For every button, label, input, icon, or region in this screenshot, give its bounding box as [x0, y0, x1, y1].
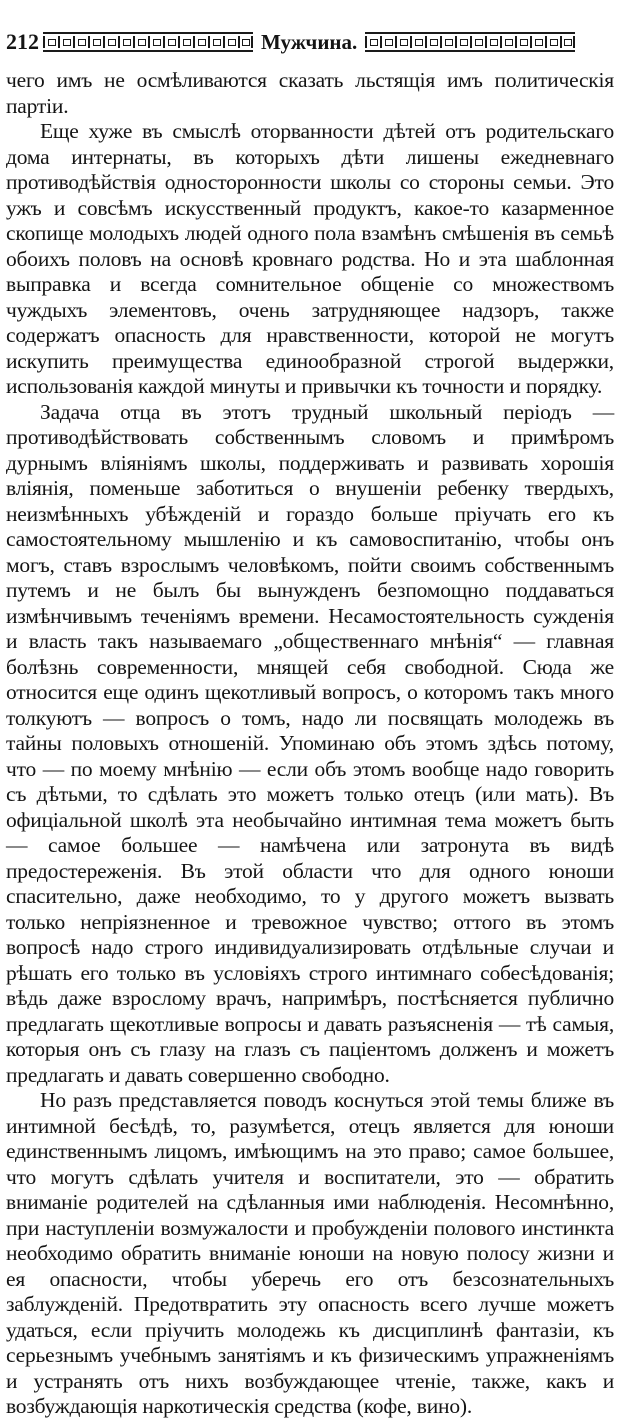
body-text [6, 68, 614, 1420]
book-page [6, 22, 614, 1420]
paragraph-1: чего имъ не осмѣливаются сказать льстящія имъ политическія партіи. [6, 68, 614, 118]
paragraph-4: Но разъ представляется поводъ коснуться этой темы ближе въ интимной бесѣдѣ, то, разумѣется, отецъ является для юноши единственнымъ лицомъ, имѣющимъ на это право; самое большее, что могутъ сдѣлать учителя и воспитатели, это — обратить вниманіе родителей на сдѣланныя ими наблюденія. Несомнѣнно, при наступленіи возмужалости и пробужденіи полового инстинкта необходимо обратить вниманіе юноши на новую полосу жизни и ея опасности, чтобы уберечь его отъ безсознательныхъ заблужденій. Предотвратить эту опасность всего лучше можетъ удаться, если пріучить молодежь къ дисциплинѣ фантазіи, къ серьезнымъ учебнымъ занятіямъ и къ физическимъ упражненіямъ и устранять отъ нихъ возбуждающее чтеніе, также, какъ и возбуждающія наркотическія средства (кофе, вино). [6, 1088, 614, 1418]
paragraph-3: Задача отца въ этотъ трудный школьный періодъ — противодѣйствовать собственнымъ словомъ и примѣромъ дурнымъ вліяніямъ школы, поддерживать и развивать хорошія вліянія, поменьше заботиться о внушеніи ребенку твердыхъ, неизмѣнныхъ убѣжденій и гораздо больше пріучать его къ самостоятельному мышленію и къ самовоспитанію, чтобы онъ могъ, ставъ взрослымъ человѣкомъ, пойти своимъ собственнымъ путемъ и не былъ бы вынужденъ безпомощно поддаваться измѣнчивымъ теченіямъ времени. Несамостоятельность сужденія и власть такъ называемаго „общественнаго мнѣнія“ — главная болѣзнь современности, мнящей себя свободной. Сюда же относится еще одинъ щекотливый вопросъ, о которомъ такъ много толкуютъ — вопросъ о томъ, надо ли посвящать молодежь въ тайны половыхъ отношеній. Упоминаю объ этомъ здѣсь потому, что — по моему мнѣнію — если объ этомъ вообще надо говорить съ дѣтьми, то сдѣлать это можетъ только отецъ (или мать). Въ офиціальной школѣ эта необычайно интимная тема можетъ быть — самое большее — намѣчена или затронута въ видѣ предостереженія. Въ этой области что для одного юноши спасительно, даже необходимо, то у другого можетъ вызвать только непріязненное и тревожное чувство; оттого въ этомъ вопросѣ надо строго индивидуализировать отдѣльные случаи и рѣшать его только въ условіяхъ строго интимнаго собесѣдованія; вѣдь даже взрослому врачъ, напримѣръ, постѣсняется публично предлагать щекотливые вопросы и давать разъясненія — тѣ самыя, которыя онъ съ глазу на глазъ съ паціентомъ долженъ и можетъ предлагать и давать совершенно свободно. [6, 399, 614, 1087]
running-title: Мужчина. [261, 30, 358, 54]
paragraph-2: Еще хуже въ смыслѣ оторванности дѣтей отъ родительскаго дома интернаты, въ которыхъ дѣти лишены ежедневнаго противодѣйствія односторонности школы со стороны семьи. Это ужъ и совсѣмъ искусственный продуктъ, какое-то казарменное скопище молодыхъ людей одного пола взамѣнъ смѣшенія въ семьѣ обоихъ половъ на основѣ кровнаго родства. Но и эта шаблонная выправка и всегда сомнительное общеніе со множествомъ чуждыхъ элементовъ, очень затрудняющее надзоръ, также содержатъ опасность для нравственности, которой не могутъ искупить преимущества единообразной строгой выдержки, использованія каждой минуты и привычки къ точности и порядку. [6, 119, 614, 398]
page-number: 212 [6, 29, 39, 54]
header-ornament-right [365, 32, 575, 52]
page-header [6, 22, 614, 62]
header-ornament-left [43, 32, 253, 52]
